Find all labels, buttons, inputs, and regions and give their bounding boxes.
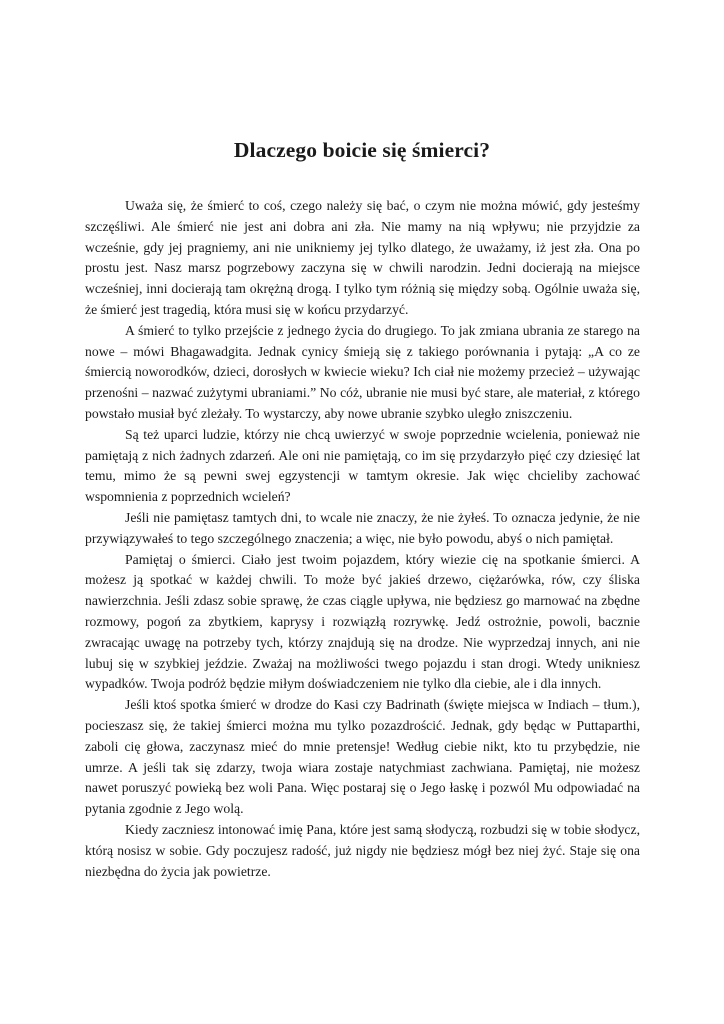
paragraph: Uważa się, że śmierć to coś, czego należy się bać, o czym nie można mówić, gdy jesteśmy szczęśliwi. Ale śmierć nie jest ani dobra ani zła. Nie mamy na nią wpływu; nie przyjdzie za wcześnie, gdy jej pragniemy, ani nie unikniemy jej tylko dlatego, że uważamy, iż jest zła. Ona po prostu jest. Nasz marsz pogrzebowy zaczyna się w chwili narodzin. Jedni docierają na miejsce wcześniej, inni docierają tam okrężną drogą. I tylko tym różnią się między sobą. Ogólnie uważa się, że śmierć jest tragedią, która musi się w końcu przydarzyć.	[85, 198, 640, 317]
document-title: Dlaczego boicie się śmierci?	[233, 138, 491, 162]
paragraph: Są też uparci ludzie, którzy nie chcą uwierzyć w swoje poprzednie wcielenia, ponieważ nie pamiętają z nich żadnych zdarzeń. Ale oni nie pamiętają, co im się przydarzyło pięć czy dziesięć lat temu, mimo że są pewni swej egzystencji w tamtym okresie. Jak więc chcieliby zachować wspomnienia z poprzednich wcieleń?	[85, 426, 640, 505]
paragraph: Pamiętaj o śmierci. Ciało jest twoim pojazdem, który wiezie cię na spotkanie śmierci. A możesz ją spotkać w każdej chwili. To może być jakieś drzewo, ciężarówka, rów, czy śliska nawierzchnia. Jeśli zdasz sobie sprawę, że czas ciągle upływa, nie będziesz go marnować na zbędne rozmowy, pogoń za zbytkiem, kaprysy i rozwiązłą rozrywkę. Jedź ostrożnie, powoli, bacznie zwracając uwagę na potrzeby tych, którzy znajdują się na drodze. Nie wyprzedzaj innych, ani nie lubuj się w szybkiej jeździe. Zważaj na możliwości twego pojazdu i stan drogi. Wtedy unikniesz wypadków. Twoja podróż będzie miłym doświadczeniem nie tylko dla ciebie, ale i dla innych.	[85, 551, 640, 692]
paragraph: Kiedy zaczniesz intonować imię Pana, które jest samą słodyczą, rozbudzi się w tobie słodycz, którą nosisz w sobie. Gdy poczujesz radość, już nigdy nie będziesz mógł bez niej żyć. Staje się ona niezbędna do życia jak powietrze.	[85, 821, 640, 879]
paragraph: Jeśli nie pamiętasz tamtych dni, to wcale nie znaczy, że nie żyłeś. To oznacza jedynie, że nie przywiązywałeś to tego szczególnego znaczenia; a więc, nie było powodu, abyś o nich pamiętał.	[85, 509, 640, 546]
paragraph: Jeśli ktoś spotka śmierć w drodze do Kasi czy Badrinath (święte miejsca w Indiach – tłum.), pocieszasz się, że takiej śmierci można mu tylko pozazdrościć. Jednak, gdy będąc w Puttaparthi, zaboli cię głowa, zaczynasz mieć do mnie pretensje! Według ciebie nikt, kto tu przybędzie, nie umrze. A jeśli tak się zdarzy, twoja wiara zostaje natychmiast zachwiana. Pamiętaj, nie możesz nawet poruszyć powieką bez woli Pana. Więc postaraj się o Jego łaskę i pozwól Mu odpowiadać na pytania zgodnie z Jego wolą.	[85, 697, 640, 817]
paragraph: A śmierć to tylko przejście z jednego życia do drugiego. To jak zmiana ubrania ze starego na nowe – mówi Bhagawadgita. Jednak cynicy śmieją się z takiego porównania i pytają: „A co ze śmiercią noworodków, dzieci, dorosłych w kwiecie wieku? Ich ciał nie możemy przecież – używając przenośni – nazwać zużytymi ubraniami.” No cóż, ubranie nie musi być stare, ale materiał, z którego powstało musiał być zleżały. To wystarczy, aby nowe ubranie szybko uległo zniszczeniu.	[85, 322, 640, 421]
document-body	[85, 196, 640, 882]
